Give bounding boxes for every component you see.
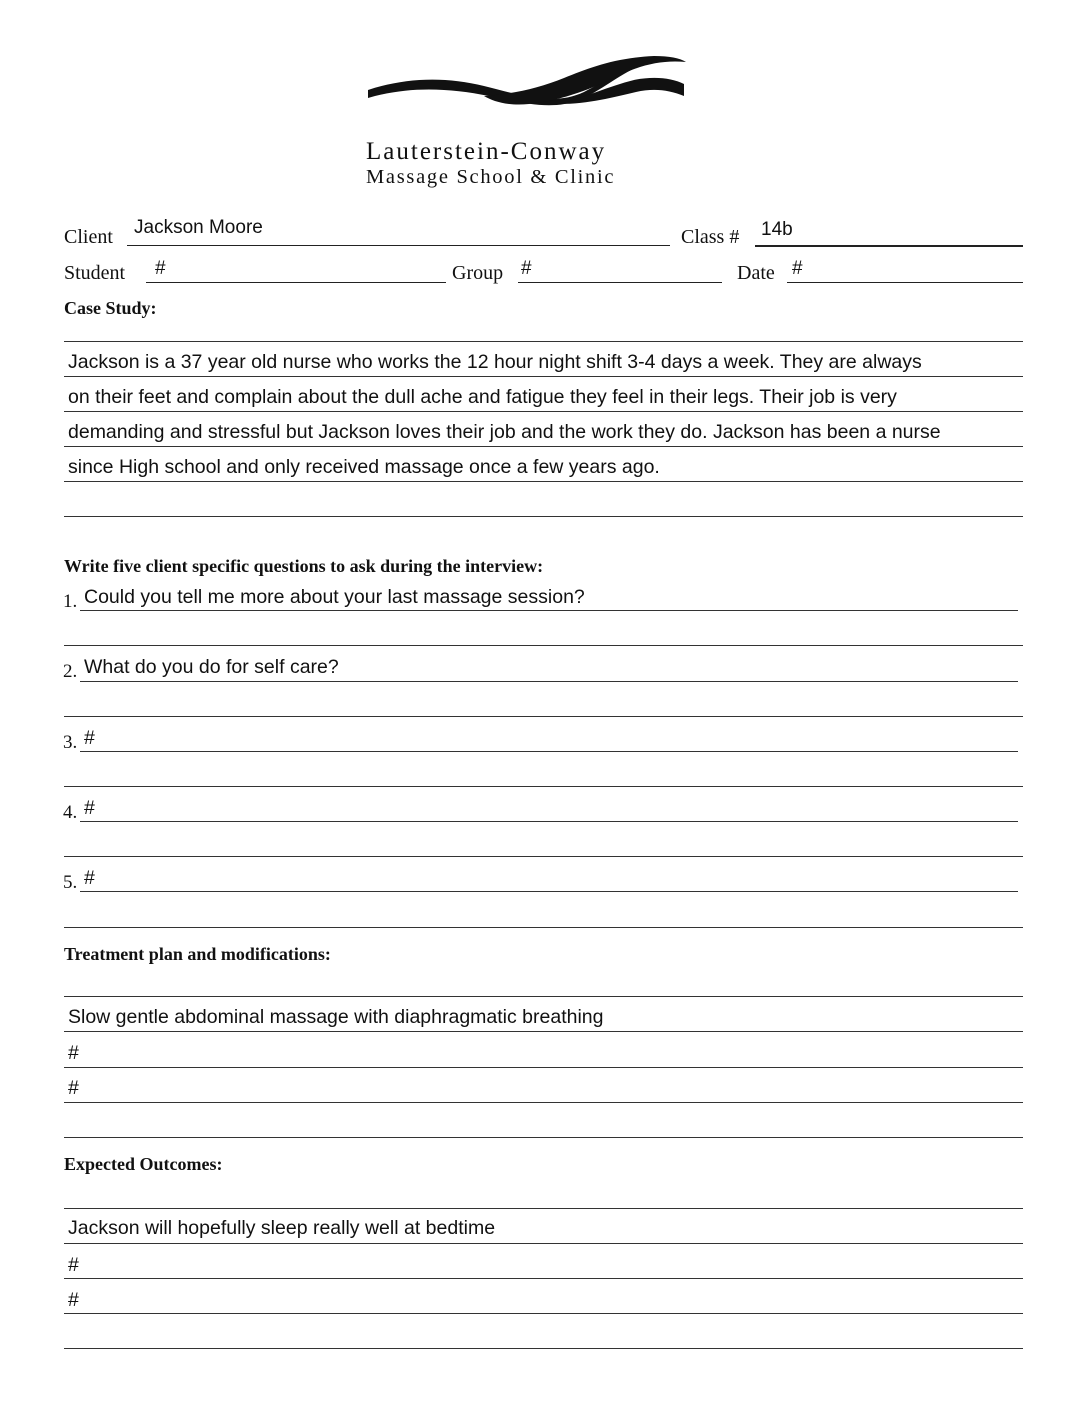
group-label: Group	[452, 262, 504, 284]
rule	[64, 1102, 1023, 1103]
date-underline	[787, 282, 1023, 283]
client-value[interactable]: Jackson Moore	[134, 217, 263, 238]
school-subtitle: Massage School & Clinic	[366, 166, 616, 188]
student-label: Student	[64, 262, 126, 284]
question-number: 5.	[63, 872, 78, 893]
rule	[64, 1067, 1023, 1068]
group-underline	[518, 282, 722, 283]
question-underline	[80, 681, 1018, 682]
student-value[interactable]: #	[155, 258, 166, 279]
treatment-line[interactable]: Slow gentle abdominal massage with diaphragmatic breathing	[68, 1006, 604, 1028]
class-label: Class #	[681, 226, 740, 248]
rule	[64, 856, 1023, 857]
rule	[64, 411, 1023, 412]
question-underline	[80, 821, 1018, 822]
rule	[64, 716, 1023, 717]
rule	[64, 1313, 1023, 1314]
questions-title: Write five client specific questions to ask during the interview:	[64, 556, 544, 576]
date-label: Date	[737, 262, 775, 284]
school-name: Lauterstein-Conway	[366, 138, 607, 165]
question-underline	[80, 610, 1018, 611]
wave-logo-icon	[364, 52, 688, 118]
rule	[64, 376, 1023, 377]
student-underline	[146, 282, 446, 283]
rule	[64, 446, 1023, 447]
client-underline	[127, 245, 670, 246]
question-text[interactable]: #	[84, 727, 95, 749]
question-number: 2.	[63, 661, 78, 682]
question-underline	[80, 891, 1018, 892]
case-study-line[interactable]: Jackson is a 37 year old nurse who works the 12 hour night shift 3-4 days a week. They are always	[68, 351, 922, 373]
outcomes-line[interactable]: #	[68, 1254, 79, 1276]
question-text[interactable]: #	[84, 797, 95, 819]
rule	[64, 927, 1023, 928]
question-text[interactable]: What do you do for self care?	[84, 656, 339, 678]
question-number: 3.	[63, 732, 78, 753]
rule	[64, 481, 1023, 482]
rule	[64, 996, 1023, 997]
date-value[interactable]: #	[792, 258, 803, 279]
rule	[64, 341, 1023, 342]
question-number: 4.	[63, 802, 78, 823]
outcomes-line[interactable]: Jackson will hopefully sleep really well at bedtime	[68, 1217, 496, 1239]
rule	[64, 1348, 1023, 1349]
rule	[64, 786, 1023, 787]
rule	[64, 516, 1023, 517]
case-study-title: Case Study:	[64, 298, 157, 318]
question-text[interactable]: Could you tell me more about your last massage session?	[84, 586, 585, 608]
client-label: Client	[64, 226, 113, 248]
treatment-line[interactable]: #	[68, 1077, 79, 1099]
treatment-line[interactable]: #	[68, 1042, 79, 1064]
rule	[64, 1243, 1023, 1244]
case-study-line[interactable]: since High school and only received massage once a few years ago.	[68, 456, 660, 478]
class-underline	[755, 245, 1023, 247]
outcomes-title: Expected Outcomes:	[64, 1154, 223, 1174]
treatment-title: Treatment plan and modifications:	[64, 944, 331, 964]
group-value[interactable]: #	[521, 258, 532, 279]
rule	[64, 1031, 1023, 1032]
case-study-line[interactable]: demanding and stressful but Jackson loves their job and the work they do. Jackson has been a nurse	[68, 421, 941, 443]
class-value[interactable]: 14b	[761, 219, 793, 240]
question-text[interactable]: #	[84, 867, 95, 889]
rule	[64, 1208, 1023, 1209]
question-underline	[80, 751, 1018, 752]
question-number: 1.	[63, 591, 78, 612]
outcomes-line[interactable]: #	[68, 1289, 79, 1311]
case-study-line[interactable]: on their feet and complain about the dull ache and fatigue they feel in their legs. Their job is very	[68, 386, 897, 408]
rule	[64, 645, 1023, 646]
rule	[64, 1137, 1023, 1138]
rule	[64, 1278, 1023, 1279]
